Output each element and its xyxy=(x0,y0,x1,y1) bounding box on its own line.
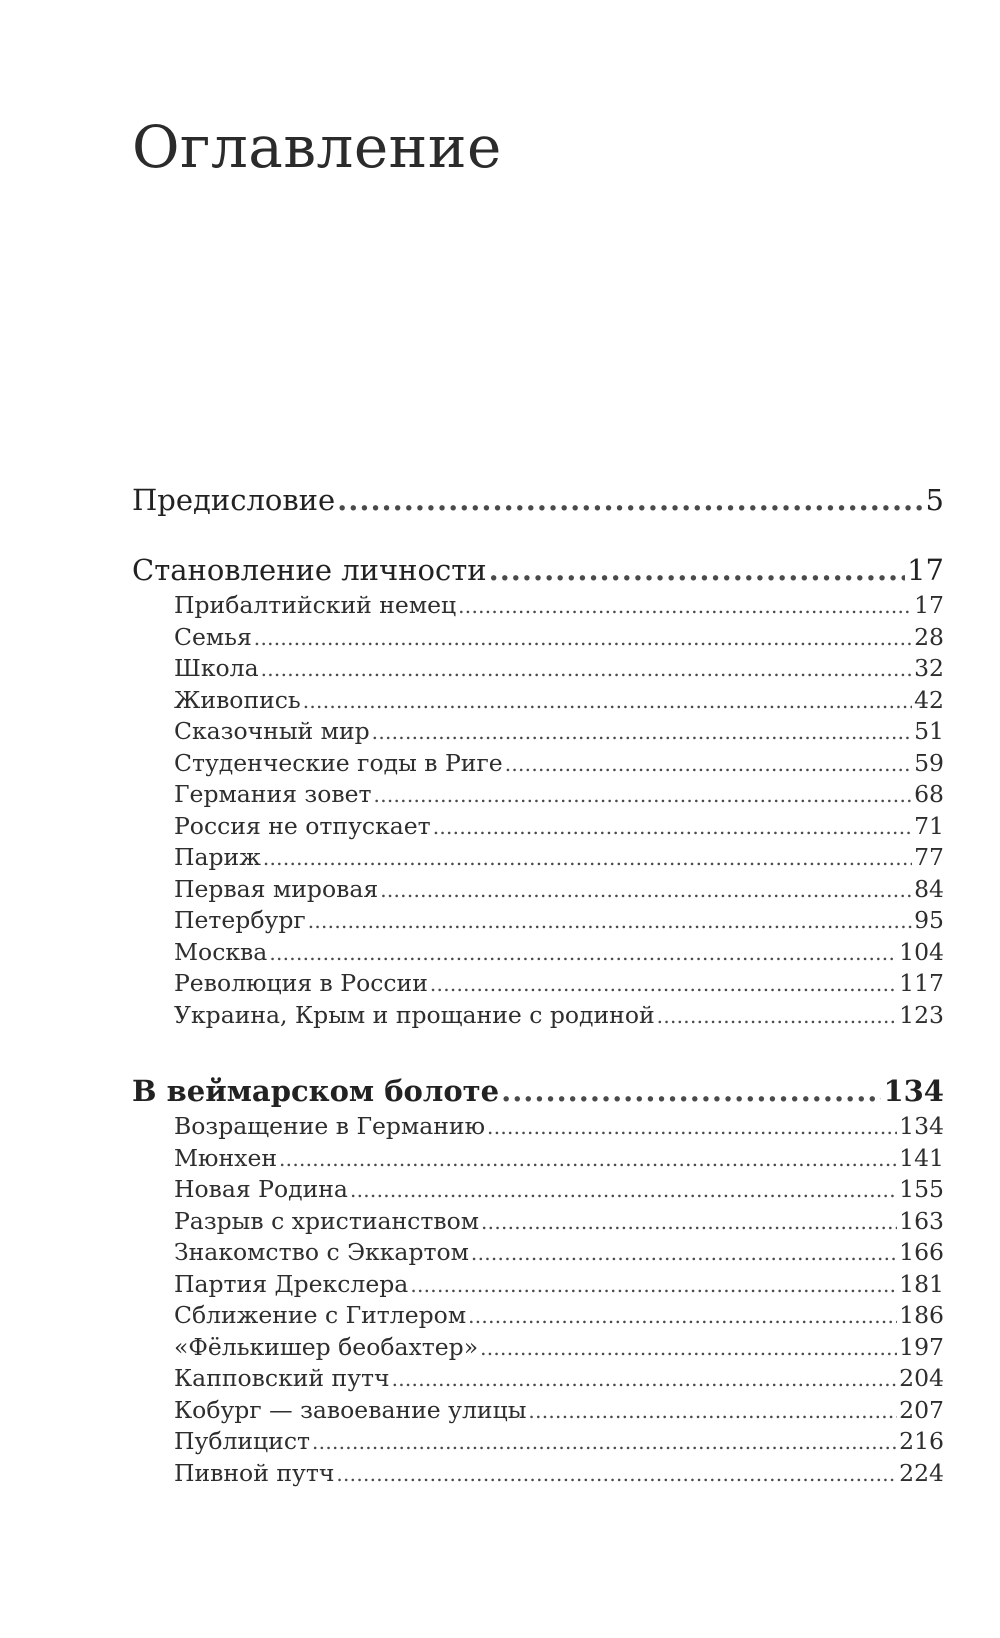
toc-entry-label: Капповский путч xyxy=(174,1364,390,1392)
toc-page-number: 186 xyxy=(899,1301,944,1329)
leader-dots xyxy=(430,969,897,1001)
toc-entry-label: Революция в России xyxy=(174,969,428,997)
toc-page-number: 84 xyxy=(914,874,944,903)
leader-dots xyxy=(471,1238,897,1270)
toc-entry-label: Кобург — завоевание улицы xyxy=(174,1395,527,1424)
toc-page-number: 68 xyxy=(914,780,944,808)
toc-preface xyxy=(132,480,944,520)
toc-page-number: 117 xyxy=(899,969,944,997)
toc-chapter-entry xyxy=(132,1363,944,1395)
toc-entry-label: Знакомство с Эккартом xyxy=(174,1238,469,1266)
toc-part-heading xyxy=(132,550,944,590)
toc-chapter-entry xyxy=(132,811,944,843)
leader-dots xyxy=(410,1270,897,1302)
leader-dots xyxy=(480,1333,897,1365)
toc-page-number: 216 xyxy=(899,1427,944,1455)
leader-dots xyxy=(487,1112,897,1144)
toc-page-number: 5 xyxy=(925,483,944,517)
toc-chapter-entry xyxy=(132,937,944,969)
leader-dots xyxy=(657,1001,897,1033)
toc-page-number: 134 xyxy=(883,1074,944,1108)
toc-chapter-entry xyxy=(132,1237,944,1269)
toc-entry-label: Париж xyxy=(174,843,261,871)
toc-chapter-entry xyxy=(132,1300,944,1332)
toc-entry-label: Разрыв с христианством xyxy=(174,1206,479,1235)
toc-entry-label: «Фёлькишер беобахтер» xyxy=(174,1332,479,1361)
toc-page-number: 155 xyxy=(899,1175,944,1203)
chapter-list xyxy=(132,1111,944,1489)
leader-dots xyxy=(374,780,913,812)
toc-chapter-entry xyxy=(132,653,944,685)
leader-dots xyxy=(528,1396,897,1428)
toc-entry-label: Студенческие годы в Риге xyxy=(174,748,503,777)
toc-chapter-entry xyxy=(132,968,944,1000)
toc-entry-label: Петербург xyxy=(174,906,306,934)
leader-dots xyxy=(380,875,912,907)
leader-dots xyxy=(303,686,912,718)
leader-dots xyxy=(468,1301,897,1333)
toc-entry-label: Публицист xyxy=(174,1427,310,1455)
toc-chapter-entry xyxy=(132,622,944,654)
toc-page-number: 166 xyxy=(899,1238,944,1266)
toc-entry-label: Предисловие xyxy=(132,483,336,517)
toc-entry-label: Возращение в Германию xyxy=(174,1112,486,1140)
toc-page-number: 134 xyxy=(899,1112,944,1140)
toc-page-number: 51 xyxy=(914,717,944,745)
leader-dots xyxy=(336,1459,897,1491)
toc-entry-label: Москва xyxy=(174,937,268,966)
leader-dots xyxy=(254,623,912,655)
toc-entry-label: Германия зовет xyxy=(174,780,372,808)
toc-page-number: 207 xyxy=(899,1395,944,1424)
toc-part-heading xyxy=(132,1071,944,1111)
leader-dots xyxy=(489,550,906,590)
toc-page-number: 17 xyxy=(914,591,944,619)
toc-entry-label: В веймарском болоте xyxy=(132,1074,500,1108)
toc-chapter-entry xyxy=(132,590,944,622)
leader-dots xyxy=(261,654,913,686)
toc-page-number: 163 xyxy=(899,1206,944,1235)
toc-chapter-entry xyxy=(132,716,944,748)
leader-dots xyxy=(458,591,912,623)
toc-entry-label: Партия Дрекслера xyxy=(174,1269,409,1298)
toc-page-number: 204 xyxy=(899,1364,944,1392)
toc-chapter-entry xyxy=(132,1458,944,1490)
toc-page-number: 95 xyxy=(914,906,944,934)
leader-dots xyxy=(279,1144,897,1176)
toc-chapter-entry xyxy=(132,685,944,717)
leader-dots xyxy=(269,938,897,970)
toc-chapter-entry xyxy=(132,1143,944,1175)
toc-entry-label: Живопись xyxy=(174,685,301,714)
chapter-list xyxy=(132,590,944,1031)
leader-dots xyxy=(372,717,912,749)
toc-page-number: 181 xyxy=(899,1269,944,1298)
table-of-contents xyxy=(132,480,944,1529)
toc-page-number: 32 xyxy=(914,654,944,682)
leader-dots xyxy=(481,1207,897,1239)
toc-chapter-entry xyxy=(132,1426,944,1458)
leader-dots xyxy=(501,1071,881,1111)
toc-page-number: 28 xyxy=(914,622,944,651)
toc-entry-label: Мюнхен xyxy=(174,1143,278,1172)
leader-dots xyxy=(392,1364,898,1396)
toc-part-1 xyxy=(132,550,944,1031)
toc-page-number: 141 xyxy=(899,1143,944,1172)
toc-page-number: 123 xyxy=(899,1000,944,1029)
toc-entry-label: Сказочный мир xyxy=(174,717,370,745)
toc-page-number: 42 xyxy=(914,685,944,714)
toc-entry-label: Семья xyxy=(174,622,252,651)
toc-chapter-entry xyxy=(132,1206,944,1238)
toc-entry-label: Сближение с Гитлером xyxy=(174,1301,467,1329)
toc-page-number: 59 xyxy=(914,748,944,777)
toc-chapter-entry xyxy=(132,748,944,780)
toc-page-number: 71 xyxy=(914,811,944,840)
toc-page-number: 104 xyxy=(899,937,944,966)
toc-chapter-entry xyxy=(132,1000,944,1032)
toc-page-number: 17 xyxy=(907,553,944,587)
leader-dots xyxy=(337,480,923,520)
toc-page-number: 77 xyxy=(914,843,944,871)
toc-chapter-entry xyxy=(132,1111,944,1143)
toc-page-number: 224 xyxy=(899,1458,944,1487)
leader-dots xyxy=(505,749,912,781)
page-title: Оглавление xyxy=(132,113,502,181)
toc-chapter-entry xyxy=(132,1395,944,1427)
toc-entry-label: Украина, Крым и прощание с родиной xyxy=(174,1000,655,1029)
toc-entry-label: Становление личности xyxy=(132,553,487,587)
toc-chapter-entry xyxy=(132,905,944,937)
toc-entry-label: Пивной путч xyxy=(174,1458,335,1487)
toc-chapter-entry xyxy=(132,874,944,906)
toc-chapter-entry xyxy=(132,1332,944,1364)
toc-chapter-entry xyxy=(132,842,944,874)
toc-entry-label: Новая Родина xyxy=(174,1175,348,1203)
toc-part-2 xyxy=(132,1071,944,1489)
leader-dots xyxy=(433,812,912,844)
toc-chapter-entry xyxy=(132,779,944,811)
toc-entry-label: Первая мировая xyxy=(174,874,379,903)
leader-dots xyxy=(312,1427,897,1459)
toc-page-number: 197 xyxy=(899,1332,944,1361)
toc-chapter-entry xyxy=(132,1269,944,1301)
leader-dots xyxy=(308,906,912,938)
toc-entry-label: Россия не отпускает xyxy=(174,811,431,840)
toc-entry-label: Прибалтийский немец xyxy=(174,591,457,619)
leader-dots xyxy=(350,1175,897,1207)
toc-chapter-entry xyxy=(132,1174,944,1206)
toc-entry-label: Школа xyxy=(174,654,259,682)
leader-dots xyxy=(263,843,912,875)
